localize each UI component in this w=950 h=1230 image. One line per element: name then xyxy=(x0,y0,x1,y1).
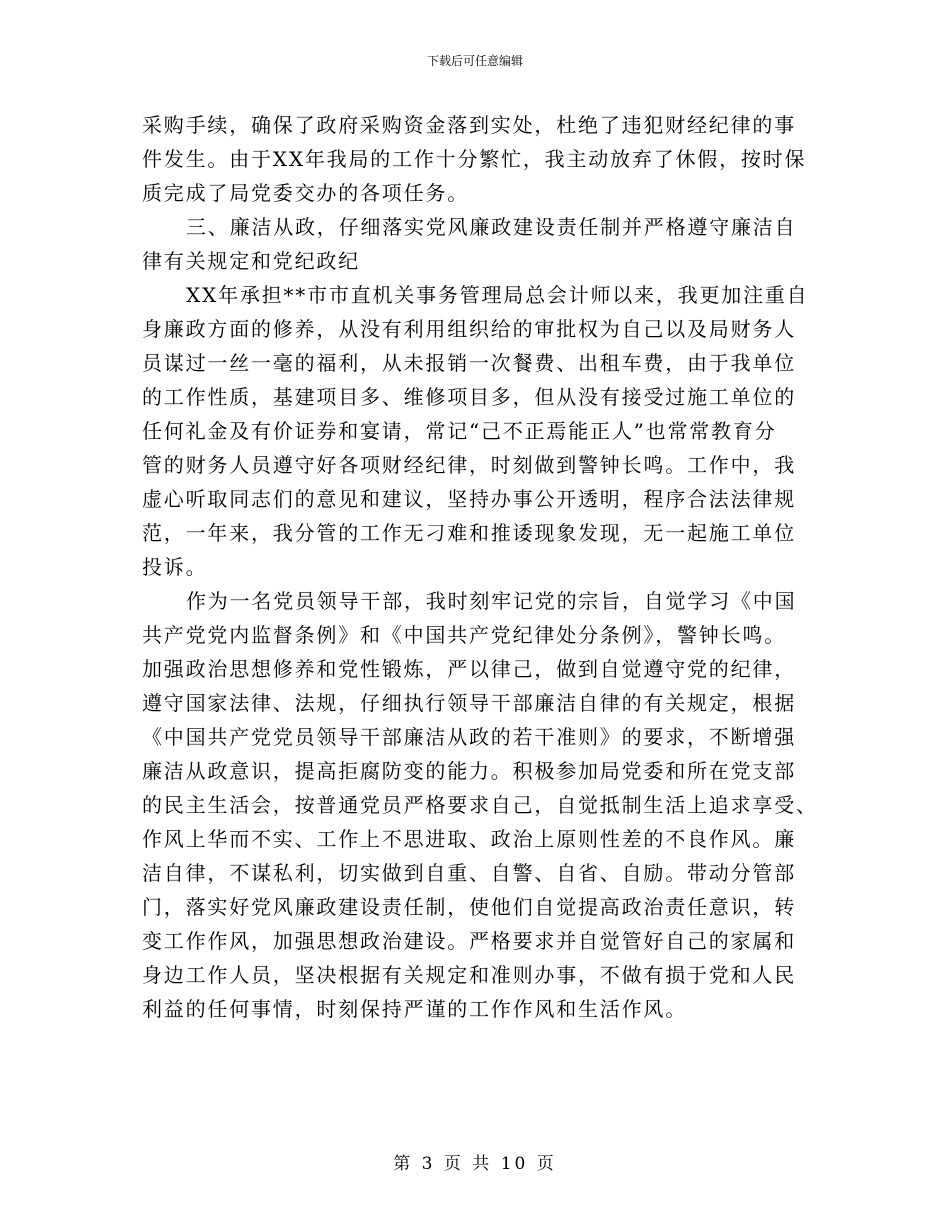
text-line: 廉洁从政意识，提高拒腐防变的能力。积极参加局党委和所在党支部 xyxy=(142,759,796,783)
text-line: 遵守国家法律、法规，仔细执行领导干部廉洁自律的有关规定，根据 xyxy=(142,691,796,715)
text-line: 件发生。由于XX年我局的工作十分繁忙，我主动放弃了休假，按时保 xyxy=(142,147,807,171)
text-line: 变工作作风，加强思想政治建设。严格要求并自觉管好自己的家属和 xyxy=(142,929,796,953)
text-line: 共产党党内监督条例》和《中国共产党纪律处分条例》，警钟长鸣。 xyxy=(142,623,786,647)
text-line: 作为一名党员领导干部，我时刻牢记党的宗旨，自觉学习《中国 xyxy=(186,589,797,613)
text-line: 的民主生活会，按普通党员严格要求自己，自觉抵制生活上追求享受、 xyxy=(142,793,818,817)
text-line: 洁自律，不谋私利，切实做到自重、自警、自省、自励。带动分管部 xyxy=(142,861,796,885)
text-line: 加强政治思想修养和党性锻炼，严以律己，做到自觉遵守党的纪律， xyxy=(142,657,796,681)
text-line: XX年承担**市市直机关事务管理局总会计师以来，我更加注重自 xyxy=(186,283,809,307)
text-line: 员谋过一丝一毫的福利，从未报销一次餐费、出租车费，由于我单位 xyxy=(142,351,796,375)
text-line: 虚心听取同志们的意见和建议，坚持办事公开透明，程序合法法律规 xyxy=(142,487,796,511)
text-line: 律有关规定和党纪政纪 xyxy=(142,249,360,273)
text-line: 身边工作人员，坚决根据有关规定和准则办事，不做有损于党和人民 xyxy=(142,963,796,987)
text-line: 身廉政方面的修养，从没有利用组织给的审批权为自己以及局财务人 xyxy=(142,317,796,341)
text-line: 利益的任何事情，时刻保持严谨的工作作风和生活作风。 xyxy=(142,997,687,1021)
text-line: 《中国共产党党员领导干部廉洁从政的若干准则》的要求，不断增强 xyxy=(142,725,796,749)
text-line: 门，落实好党风廉政建设责任制，使他们自觉提高政治责任意识，转 xyxy=(142,895,796,919)
text-line: 任何礼金及有价证券和宴请，常记“己不正焉能正人”也常常教育分 xyxy=(142,419,777,443)
text-line: 范，一年来，我分管的工作无刁难和推诿现象发现，无一起施工单位 xyxy=(142,521,796,545)
text-line: 三、廉洁从政，仔细落实党风廉政建设责任制并严格遵守廉洁自 xyxy=(186,215,797,239)
text-line: 投诉。 xyxy=(142,555,208,579)
text-line: 采购手续，确保了政府采购资金落到实处，杜绝了违犯财经纪律的事 xyxy=(142,113,796,137)
page-header: 下载后可任意编辑 xyxy=(426,54,523,68)
text-line: 的工作性质，基建项目多、维修项目多，但从没有接受过施工单位的 xyxy=(142,385,796,409)
text-line: 质完成了局党委交办的各项任务。 xyxy=(142,181,469,205)
document-body xyxy=(142,108,818,1026)
text-line: 作风上华而不实、工作上不思进取、政治上原则性差的不良作风。廉 xyxy=(142,827,796,851)
page-footer: 第 3 页 共 10 页 xyxy=(393,1154,557,1174)
text-line: 管的财务人员遵守好各项财经纪律，时刻做到警钟长鸣。工作中，我 xyxy=(142,453,796,477)
